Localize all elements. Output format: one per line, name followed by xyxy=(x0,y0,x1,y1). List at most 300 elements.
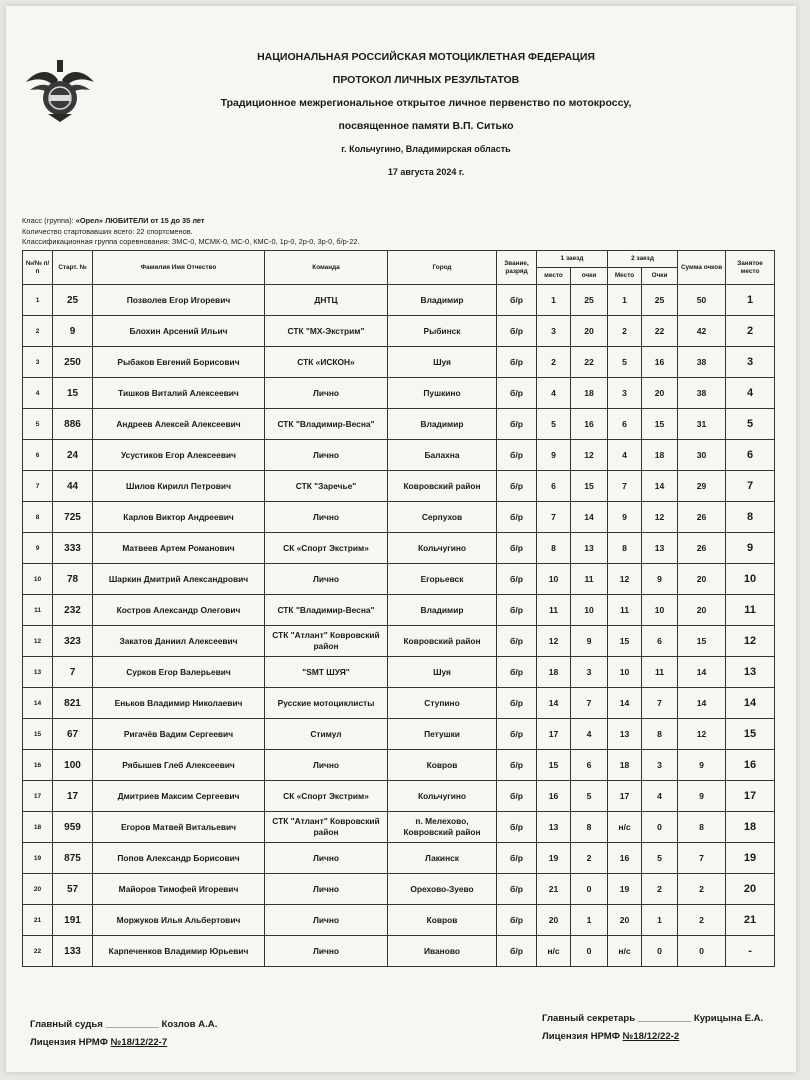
rider-city: Лакинск xyxy=(388,843,497,874)
rider-team: СК «Спорт Экстрим» xyxy=(265,533,388,564)
col-place2-header: Место xyxy=(608,268,642,285)
start-number: 67 xyxy=(53,719,93,750)
table-row xyxy=(23,533,775,564)
race2-points: 0 xyxy=(642,812,678,843)
table-row xyxy=(23,843,775,874)
table-row xyxy=(23,409,775,440)
secretary-signature xyxy=(542,1010,763,1046)
race2-place: н/с xyxy=(608,812,642,843)
start-number: 875 xyxy=(53,843,93,874)
rider-rank: б/р xyxy=(497,812,537,843)
race2-points: 10 xyxy=(642,595,678,626)
race1-place: 16 xyxy=(537,781,571,812)
rider-team: Русские мотоциклисты xyxy=(265,688,388,719)
race1-points: 6 xyxy=(571,750,608,781)
start-number: 959 xyxy=(53,812,93,843)
event-date: 17 августа 2024 г. xyxy=(387,167,465,177)
race2-place: 7 xyxy=(608,471,642,502)
race2-place: 4 xyxy=(608,440,642,471)
rider-city: Кольчугино xyxy=(388,781,497,812)
row-number: 21 xyxy=(23,905,53,936)
row-number: 11 xyxy=(23,595,53,626)
race2-points: 6 xyxy=(642,626,678,657)
table-row xyxy=(23,316,775,347)
rider-city: п. Мелехово, Ковровский район xyxy=(388,812,497,843)
points-sum: 14 xyxy=(678,657,726,688)
race1-place: 2 xyxy=(537,347,571,378)
race2-place: 6 xyxy=(608,409,642,440)
protocol-title: ПРОТОКОЛ ЛИЧНЫХ РЕЗУЛЬТАТОВ xyxy=(332,74,520,86)
final-place: 17 xyxy=(726,781,775,812)
race1-place: 10 xyxy=(537,564,571,595)
col-name-header: Фамилия Имя Отчество xyxy=(93,251,265,285)
table-row xyxy=(23,595,775,626)
secretary-license: №18/12/22-2 xyxy=(622,1031,680,1042)
final-place: 15 xyxy=(726,719,775,750)
race2-place: 2 xyxy=(608,316,642,347)
col-num-header: №/№ п/п xyxy=(23,251,53,285)
race2-points: 0 xyxy=(642,936,678,967)
col-race1-header: 1 заезд xyxy=(537,251,608,268)
rider-rank: б/р xyxy=(497,626,537,657)
rider-name: Дмитриев Максим Сергеевич xyxy=(93,781,265,812)
rider-team: СТК "Атлант" Ковровский район xyxy=(265,626,388,657)
row-number: 4 xyxy=(23,378,53,409)
race2-points: 2 xyxy=(642,874,678,905)
rider-name: Рыбаков Евгений Борисович xyxy=(93,347,265,378)
row-number: 8 xyxy=(23,502,53,533)
final-place: 4 xyxy=(726,378,775,409)
rider-rank: б/р xyxy=(497,719,537,750)
points-sum: 12 xyxy=(678,719,726,750)
race1-place: 13 xyxy=(537,812,571,843)
race2-place: 14 xyxy=(608,688,642,719)
final-place: 19 xyxy=(726,843,775,874)
row-number: 10 xyxy=(23,564,53,595)
start-number: 7 xyxy=(53,657,93,688)
points-sum: 20 xyxy=(678,595,726,626)
rider-name: Сурков Егор Валерьевич xyxy=(93,657,265,688)
start-number: 232 xyxy=(53,595,93,626)
rider-city: Пушкино xyxy=(388,378,497,409)
col-race2-header: 2 заезд xyxy=(608,251,678,268)
rider-team: СТК "МХ-Экстрим" xyxy=(265,316,388,347)
rider-team: Лично xyxy=(265,750,388,781)
nrmf-emblem-icon xyxy=(24,56,96,126)
row-number: 13 xyxy=(23,657,53,688)
table-row xyxy=(23,719,775,750)
final-place: - xyxy=(726,936,775,967)
col-points1-header: очки xyxy=(571,268,608,285)
secretary-line: Главный секретарь __________ Курицына Е.А. xyxy=(542,1013,764,1024)
race2-points: 15 xyxy=(642,409,678,440)
judge-license-line: Лицензия НРМФ №18/12/22-7 xyxy=(30,1037,168,1048)
final-place: 10 xyxy=(726,564,775,595)
table-row xyxy=(23,812,775,843)
rider-rank: б/р xyxy=(497,843,537,874)
rider-name: Усустиков Егор Алексеевич xyxy=(93,440,265,471)
col-city-header: Город xyxy=(388,251,497,285)
row-number: 18 xyxy=(23,812,53,843)
rider-name: Карпеченков Владимир Юрьевич xyxy=(93,936,265,967)
race2-points: 7 xyxy=(642,688,678,719)
rider-team: СТК «ИСКОН» xyxy=(265,347,388,378)
row-number: 20 xyxy=(23,874,53,905)
table-row xyxy=(23,750,775,781)
row-number: 2 xyxy=(23,316,53,347)
race2-points: 25 xyxy=(642,285,678,316)
race2-place: 20 xyxy=(608,905,642,936)
race1-place: 20 xyxy=(537,905,571,936)
rider-city: Балахна xyxy=(388,440,497,471)
rider-rank: б/р xyxy=(497,874,537,905)
protocol-sheet xyxy=(6,6,796,1072)
rider-name: Тишков Виталий Алексеевич xyxy=(93,378,265,409)
rider-name: Блохин Арсений Ильич xyxy=(93,316,265,347)
start-number: 886 xyxy=(53,409,93,440)
row-number: 5 xyxy=(23,409,53,440)
points-sum: 7 xyxy=(678,843,726,874)
rider-city: Орехово-Зуево xyxy=(388,874,497,905)
race1-points: 20 xyxy=(571,316,608,347)
class-info xyxy=(22,216,360,248)
start-number: 133 xyxy=(53,936,93,967)
rider-name: Матвеев Артем Романович xyxy=(93,533,265,564)
row-number: 19 xyxy=(23,843,53,874)
rider-city: Владимир xyxy=(388,285,497,316)
rider-rank: б/р xyxy=(497,471,537,502)
rider-name: Закатов Даниил Алексеевич xyxy=(93,626,265,657)
race1-place: 21 xyxy=(537,874,571,905)
race1-place: 14 xyxy=(537,688,571,719)
start-number: 323 xyxy=(53,626,93,657)
rider-city: Ступино xyxy=(388,688,497,719)
start-number: 17 xyxy=(53,781,93,812)
rider-city: Егорьевск xyxy=(388,564,497,595)
points-sum: 9 xyxy=(678,750,726,781)
race2-place: 12 xyxy=(608,564,642,595)
results-body xyxy=(23,285,775,967)
race2-place: 16 xyxy=(608,843,642,874)
rider-city: Владимир xyxy=(388,409,497,440)
rider-team: СТК "Владимир-Весна" xyxy=(265,595,388,626)
race1-points: 16 xyxy=(571,409,608,440)
race1-place: 5 xyxy=(537,409,571,440)
race2-place: 8 xyxy=(608,533,642,564)
final-place: 7 xyxy=(726,471,775,502)
race2-points: 8 xyxy=(642,719,678,750)
race1-points: 2 xyxy=(571,843,608,874)
rider-city: Ковровский район xyxy=(388,471,497,502)
race1-points: 1 xyxy=(571,905,608,936)
race2-points: 20 xyxy=(642,378,678,409)
points-sum: 26 xyxy=(678,502,726,533)
start-number: 250 xyxy=(53,347,93,378)
rider-rank: б/р xyxy=(497,409,537,440)
class-line: Класс (группа): «Орел» ЛЮБИТЕЛИ от 15 до 35 лет xyxy=(22,216,205,225)
table-row xyxy=(23,781,775,812)
rider-city: Кольчугино xyxy=(388,533,497,564)
points-sum: 0 xyxy=(678,936,726,967)
secretary-license-line: Лицензия НРМФ №18/12/22-2 xyxy=(542,1031,680,1042)
rider-rank: б/р xyxy=(497,316,537,347)
rider-name: Еньков Владимир Николаевич xyxy=(93,688,265,719)
rider-name: Моржуков Илья Альбертович xyxy=(93,905,265,936)
rider-team: Лично xyxy=(265,564,388,595)
start-number: 44 xyxy=(53,471,93,502)
table-row xyxy=(23,471,775,502)
race2-points: 14 xyxy=(642,471,678,502)
final-place: 13 xyxy=(726,657,775,688)
row-number: 9 xyxy=(23,533,53,564)
row-number: 1 xyxy=(23,285,53,316)
points-sum: 31 xyxy=(678,409,726,440)
rider-name: Позволев Егор Игоревич xyxy=(93,285,265,316)
rider-rank: б/р xyxy=(497,533,537,564)
points-sum: 15 xyxy=(678,626,726,657)
rider-name: Шилов Кирилл Петрович xyxy=(93,471,265,502)
race2-points: 4 xyxy=(642,781,678,812)
rider-rank: б/р xyxy=(497,595,537,626)
table-row xyxy=(23,905,775,936)
row-number: 16 xyxy=(23,750,53,781)
rider-name: Попов Александр Борисович xyxy=(93,843,265,874)
final-place: 9 xyxy=(726,533,775,564)
final-place: 6 xyxy=(726,440,775,471)
final-place: 1 xyxy=(726,285,775,316)
race2-points: 9 xyxy=(642,564,678,595)
race1-points: 25 xyxy=(571,285,608,316)
rider-name: Ригачёв Вадим Сергеевич xyxy=(93,719,265,750)
starters-line: Количество стартовавших всего: 22 спортсменов. xyxy=(22,226,193,236)
col-team-header: Команда xyxy=(265,251,388,285)
points-sum: 2 xyxy=(678,874,726,905)
race1-place: 1 xyxy=(537,285,571,316)
row-number: 12 xyxy=(23,626,53,657)
race2-place: 11 xyxy=(608,595,642,626)
start-number: 100 xyxy=(53,750,93,781)
rider-team: Стимул xyxy=(265,719,388,750)
row-number: 15 xyxy=(23,719,53,750)
start-number: 725 xyxy=(53,502,93,533)
rider-rank: б/р xyxy=(497,347,537,378)
rider-city: Ковров xyxy=(388,750,497,781)
race2-points: 5 xyxy=(642,843,678,874)
rider-city: Серпухов xyxy=(388,502,497,533)
judge-license: №18/12/22-7 xyxy=(110,1037,168,1048)
race2-place: 10 xyxy=(608,657,642,688)
race2-points: 16 xyxy=(642,347,678,378)
rider-team: Лично xyxy=(265,378,388,409)
event-place: г. Кольчугино, Владимирская область xyxy=(341,144,511,154)
rider-team: Лично xyxy=(265,440,388,471)
judge-signature xyxy=(30,1016,217,1052)
race2-points: 22 xyxy=(642,316,678,347)
rider-city: Иваново xyxy=(388,936,497,967)
rider-team: СТК "Атлант" Ковровский район xyxy=(265,812,388,843)
col-start-header: Старт. № xyxy=(53,251,93,285)
race1-points: 22 xyxy=(571,347,608,378)
class-value: «Орел» ЛЮБИТЕЛИ от 15 до 35 лет xyxy=(75,216,205,225)
race1-points: 9 xyxy=(571,626,608,657)
points-sum: 50 xyxy=(678,285,726,316)
rider-rank: б/р xyxy=(497,688,537,719)
rider-name: Егоров Матвей Витальевич xyxy=(93,812,265,843)
table-row xyxy=(23,378,775,409)
rider-team: "SMT ШУЯ" xyxy=(265,657,388,688)
table-row xyxy=(23,440,775,471)
points-sum: 38 xyxy=(678,347,726,378)
rider-rank: б/р xyxy=(497,440,537,471)
rider-rank: б/р xyxy=(497,657,537,688)
rider-name: Рябышев Глеб Алексеевич xyxy=(93,750,265,781)
race2-place: 5 xyxy=(608,347,642,378)
rider-city: Петушки xyxy=(388,719,497,750)
final-place: 3 xyxy=(726,347,775,378)
race2-place: 19 xyxy=(608,874,642,905)
race1-place: 12 xyxy=(537,626,571,657)
rider-team: СТК "Владимир-Весна" xyxy=(265,409,388,440)
final-place: 2 xyxy=(726,316,775,347)
rider-team: СК «Спорт Экстрим» xyxy=(265,781,388,812)
start-number: 24 xyxy=(53,440,93,471)
start-number: 78 xyxy=(53,564,93,595)
rider-city: Рыбинск xyxy=(388,316,497,347)
final-place: 12 xyxy=(726,626,775,657)
rider-team: Лично xyxy=(265,843,388,874)
federation-title: НАЦИОНАЛЬНАЯ РОССИЙСКАЯ МОТОЦИКЛЕТНАЯ ФЕДЕРАЦИЯ xyxy=(257,51,595,63)
rider-city: Шуя xyxy=(388,347,497,378)
race1-points: 8 xyxy=(571,812,608,843)
rider-name: Карлов Виктор Андреевич xyxy=(93,502,265,533)
race1-points: 0 xyxy=(571,874,608,905)
rider-rank: б/р xyxy=(497,285,537,316)
rider-name: Андреев Алексей Алексеевич xyxy=(93,409,265,440)
race2-points: 12 xyxy=(642,502,678,533)
final-place: 8 xyxy=(726,502,775,533)
rider-rank: б/р xyxy=(497,750,537,781)
race1-points: 13 xyxy=(571,533,608,564)
table-row xyxy=(23,347,775,378)
race1-points: 5 xyxy=(571,781,608,812)
race1-points: 15 xyxy=(571,471,608,502)
table-row xyxy=(23,285,775,316)
results-table xyxy=(22,250,775,967)
points-sum: 14 xyxy=(678,688,726,719)
race1-place: 15 xyxy=(537,750,571,781)
final-place: 18 xyxy=(726,812,775,843)
row-number: 6 xyxy=(23,440,53,471)
event-title: Традиционное межрегиональное открытое личное первенство по мотокроссу, xyxy=(220,97,632,109)
race2-place: н/с xyxy=(608,936,642,967)
table-row xyxy=(23,688,775,719)
start-number: 821 xyxy=(53,688,93,719)
race1-place: н/с xyxy=(537,936,571,967)
row-number: 22 xyxy=(23,936,53,967)
race2-points: 11 xyxy=(642,657,678,688)
race2-place: 1 xyxy=(608,285,642,316)
race1-points: 12 xyxy=(571,440,608,471)
race1-points: 0 xyxy=(571,936,608,967)
rider-city: Владимир xyxy=(388,595,497,626)
race2-place: 13 xyxy=(608,719,642,750)
row-number: 3 xyxy=(23,347,53,378)
race1-points: 3 xyxy=(571,657,608,688)
race1-points: 14 xyxy=(571,502,608,533)
race1-place: 6 xyxy=(537,471,571,502)
rider-rank: б/р xyxy=(497,502,537,533)
table-row xyxy=(23,936,775,967)
rider-rank: б/р xyxy=(497,378,537,409)
row-number: 14 xyxy=(23,688,53,719)
race2-place: 9 xyxy=(608,502,642,533)
race2-points: 1 xyxy=(642,905,678,936)
rider-team: ДНТЦ xyxy=(265,285,388,316)
race2-points: 18 xyxy=(642,440,678,471)
race1-place: 9 xyxy=(537,440,571,471)
race1-place: 4 xyxy=(537,378,571,409)
table-row xyxy=(23,502,775,533)
race2-points: 3 xyxy=(642,750,678,781)
judge-line: Главный судья __________ Козлов А.А. xyxy=(30,1019,218,1030)
race1-points: 11 xyxy=(571,564,608,595)
start-number: 9 xyxy=(53,316,93,347)
event-dedication: посвященное памяти В.П. Ситько xyxy=(338,120,514,132)
race1-place: 8 xyxy=(537,533,571,564)
rider-city: Ковровский район xyxy=(388,626,497,657)
final-place: 5 xyxy=(726,409,775,440)
race1-points: 7 xyxy=(571,688,608,719)
race1-place: 7 xyxy=(537,502,571,533)
start-number: 57 xyxy=(53,874,93,905)
col-sum-header: Сумма очков xyxy=(678,251,726,285)
race1-place: 17 xyxy=(537,719,571,750)
race2-place: 15 xyxy=(608,626,642,657)
race2-place: 17 xyxy=(608,781,642,812)
start-number: 191 xyxy=(53,905,93,936)
classification-line: Классификационная группа соревнования: ЗМС-0, МСМК-0, МС-0, КМС-0, 1р-0, 2р-0, 3р-0, б/р-22. xyxy=(22,237,360,246)
document-header xyxy=(156,46,696,184)
rider-rank: б/р xyxy=(497,936,537,967)
race2-place: 3 xyxy=(608,378,642,409)
points-sum: 9 xyxy=(678,781,726,812)
race2-place: 18 xyxy=(608,750,642,781)
points-sum: 30 xyxy=(678,440,726,471)
start-number: 333 xyxy=(53,533,93,564)
points-sum: 29 xyxy=(678,471,726,502)
col-points2-header: Очки xyxy=(642,268,678,285)
col-rank-header: Звание, разряд xyxy=(497,251,537,285)
rider-team: Лично xyxy=(265,502,388,533)
rider-city: Шуя xyxy=(388,657,497,688)
col-place1-header: место xyxy=(537,268,571,285)
rider-name: Костров Александр Олегович xyxy=(93,595,265,626)
final-place: 11 xyxy=(726,595,775,626)
race1-place: 19 xyxy=(537,843,571,874)
col-final-header: Занятое место xyxy=(726,251,775,285)
race1-points: 18 xyxy=(571,378,608,409)
rider-name: Майоров Тимофей Игоревич xyxy=(93,874,265,905)
table-row xyxy=(23,564,775,595)
race1-points: 10 xyxy=(571,595,608,626)
rider-team: Лично xyxy=(265,905,388,936)
final-place: 16 xyxy=(726,750,775,781)
row-number: 17 xyxy=(23,781,53,812)
race1-points: 4 xyxy=(571,719,608,750)
points-sum: 42 xyxy=(678,316,726,347)
rider-name: Шаркин Дмитрий Александрович xyxy=(93,564,265,595)
points-sum: 2 xyxy=(678,905,726,936)
